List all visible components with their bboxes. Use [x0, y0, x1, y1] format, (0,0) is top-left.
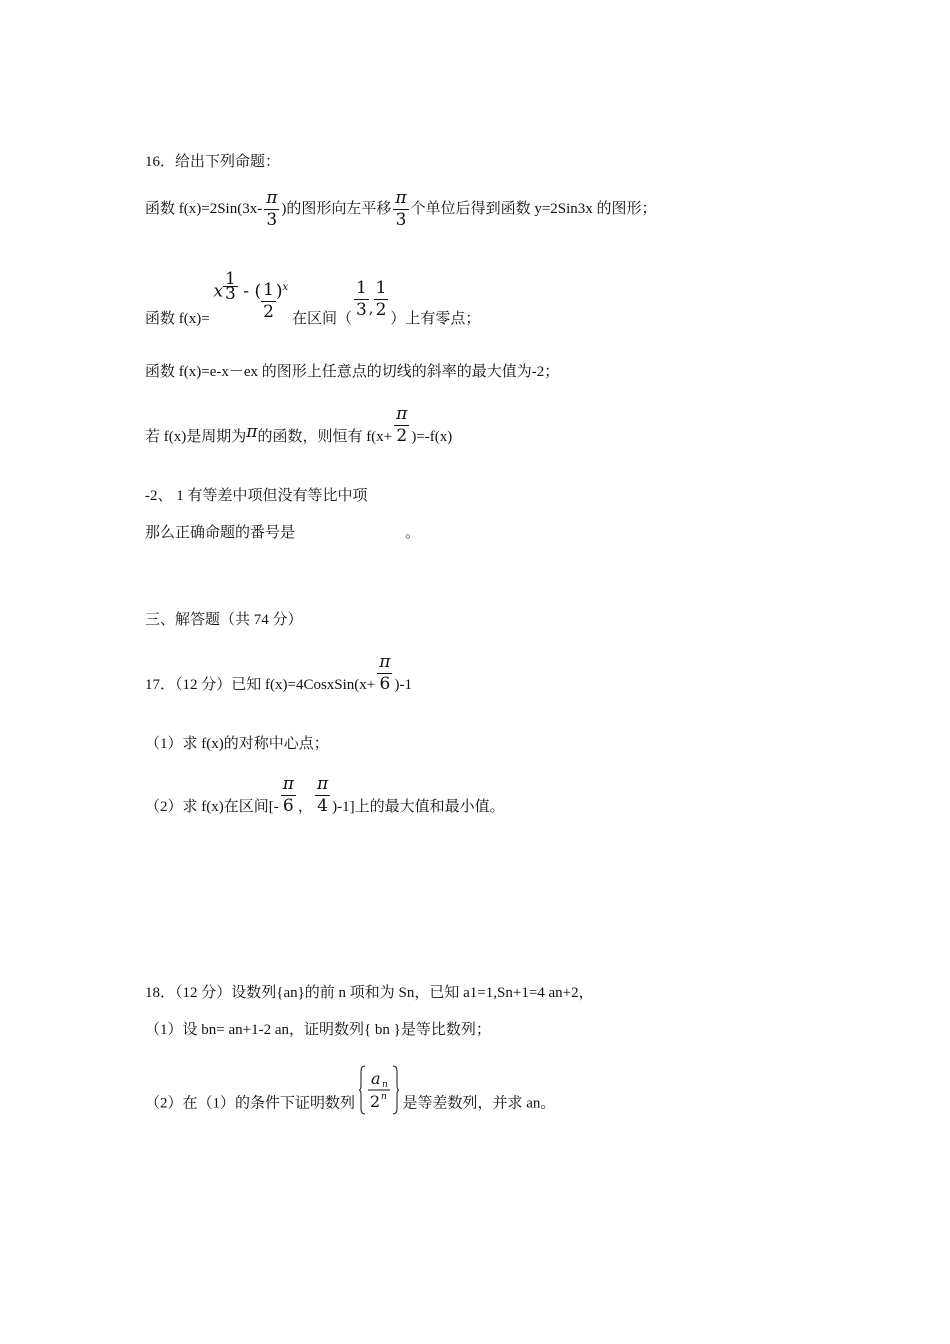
- q16-prop-4: 若 f(x)是周期为π的函数，则恒有 f(x+ $\frac{\pi}{2}$ )=-f(x): [145, 404, 453, 446]
- fraction-pi-over-6: $\frac{\pi}{6}$: [379, 652, 391, 694]
- q18-part-1: （1）设 bn= an+1-2 an，证明数列{ bn }是等比数列；: [145, 1022, 491, 1038]
- numerator-a: a: [370, 1069, 381, 1088]
- fraction-pi-over-6: $\frac{\pi}{6}$: [282, 774, 294, 816]
- text: 函数 f(x)=2Sin(3x-: [145, 200, 263, 217]
- q16-answer-line: 那么正确命题的番号是 。: [145, 525, 421, 541]
- q16-prop-2: 函数 f(x)= x $\frac{1}{3}$ - ( $\frac{1}{2}$ )$^x$ 在区间（ $\frac{1}{3}$ , $\frac{1}{2}$ ）上有零点；: [145, 269, 481, 327]
- q17-part-1: （1）求 f(x)的对称中心点；: [145, 736, 329, 752]
- fraction-pi-over-3: $\frac{\pi}{3}$: [266, 188, 278, 230]
- q18-part-2: （2）在（1）的条件下证明数列 a n 2 n 是等差数列，并求 an。: [145, 1064, 555, 1116]
- fraction-pi-over-3: $\frac{\pi}{3}$: [395, 188, 407, 230]
- fraction-pi-over-2: $\frac{\pi}{2}$: [396, 404, 408, 446]
- brace-fraction-icon: [359, 1064, 399, 1116]
- q16-prop-3: 函数 f(x)=e-x－ex 的图形上任意点的切线的斜率的最大值为-2；: [145, 364, 560, 380]
- q17-title: 17．（12 分）已知 f(x)=4CosxSin(x+ $\frac{\pi}{6}$ )-1: [145, 652, 412, 694]
- q17-part-2: （2）求 f(x)在区间[- $\frac{\pi}{6}$ ， $\frac{\pi}{4}$ )-1]上的最大值和最小值。: [145, 774, 505, 816]
- q16-title: 16．给出下列命题：: [145, 154, 281, 170]
- denominator-2: 2: [369, 1092, 380, 1111]
- q16-prop-1: 函数 f(x)=2Sin(3x- $\frac{\pi}{3}$ )的图形向左平移 $\frac{\pi}{3}$ 个单位后得到函数 y=2Sin3x 的图形；: [145, 188, 657, 230]
- fraction-pi-over-4: $\frac{\pi}{4}$: [316, 774, 329, 816]
- math-expression: x $\frac{1}{3}$ - ( $\frac{1}{2}$ )$^x$: [213, 269, 289, 322]
- svg-text:n: n: [380, 1092, 387, 1102]
- section-heading: 三、解答题（共 74 分）: [145, 612, 303, 628]
- q18-title: 18．（12 分）设数列{an}的前 n 项和为 Sn，已知 a1=1,Sn+1=4 an+2，: [145, 985, 594, 1001]
- sequence-set-expression: [359, 1064, 399, 1116]
- svg-text:n: n: [381, 1080, 388, 1090]
- q16-prop-5: -2、 1 有等差中项但没有等比中项: [145, 488, 368, 504]
